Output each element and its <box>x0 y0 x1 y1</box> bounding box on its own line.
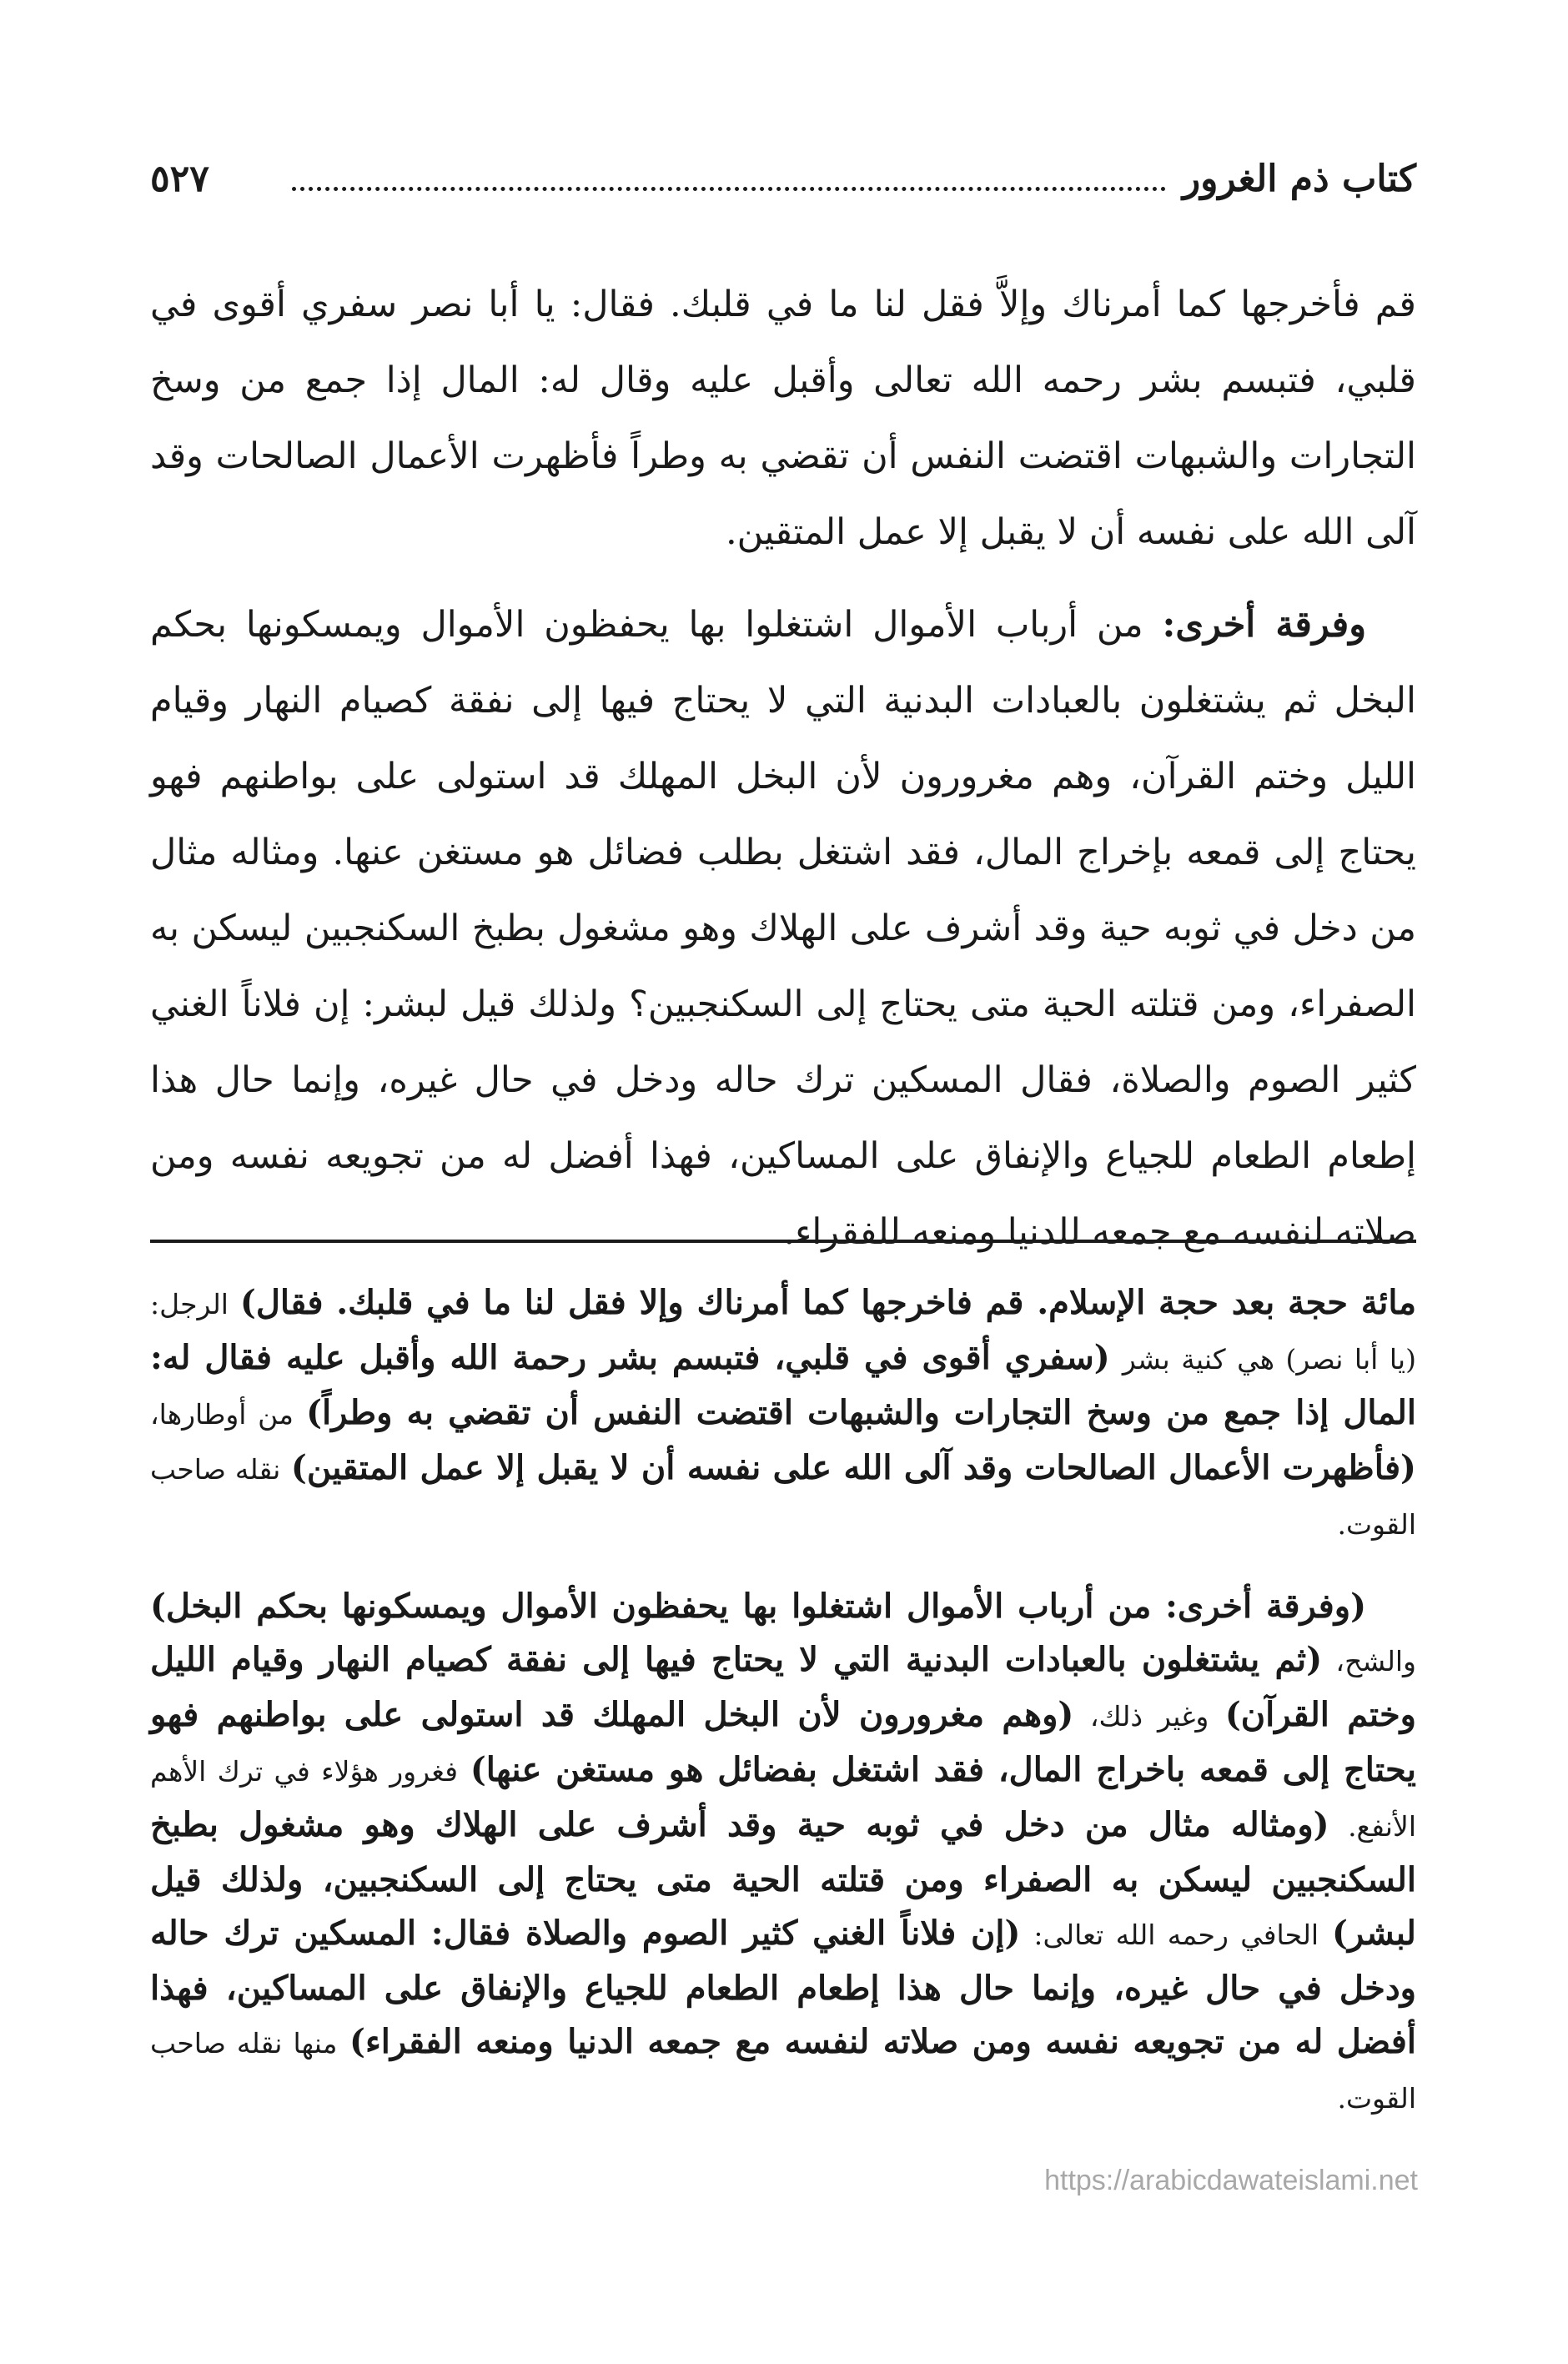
commentary-gloss: الرجل: (يا أبا نصر) هي كنية بشر <box>150 1288 1416 1376</box>
commentary-gloss: الحافي رحمه الله تعالى: <box>1033 1919 1319 1951</box>
quoted-text: (وفرقة أخرى: من أرباب الأموال اشتغلوا بها يحفظون الأموال ويمسكونها بحكم البخل) <box>150 1587 1366 1626</box>
commentary-gloss: من أوطارها، <box>150 1398 294 1431</box>
commentary-gloss: والشح، <box>1335 1645 1416 1677</box>
quoted-text: (فأظهرت الأعمال الصالحات وقد آلى الله على نفسه أن لا يقبل إلا عمل المتقين) <box>290 1448 1416 1487</box>
header-dot-leader <box>292 187 1166 191</box>
commentary-gloss: منها نقله صاحب القوت. <box>150 2027 1416 2115</box>
main-text <box>150 267 1416 1270</box>
running-header <box>150 150 1416 209</box>
quoted-text: (إن فلاناً الغني كثير الصوم والصلاة فقال: المسكين ترك حاله ودخل في حال غيره، وإنما حال هذا إطعام الطعام للجياع والإنفاق على المساكين، فهذا أفضل له من تجويعه نفسه ومن صلاته لنفسه مع جمعه الدنيا ومنعه الفقراء) <box>150 1914 1416 2061</box>
page-number: ٥٢٧ <box>150 158 209 200</box>
commentary-separator-line <box>150 1240 1416 1243</box>
quoted-text: (سفري أقوى في قلبي، فتبسم بشر رحمة الله وأقبل عليه فقال له: المال إذا جمع من وسخ التجارات والشبهات اقتضت النفس أن تقضي به وطراً) <box>150 1338 1416 1432</box>
main-paragraph-2 <box>150 587 1416 1270</box>
source-watermark: https://arabicdawateislami.net <box>1044 2165 1418 2196</box>
main-paragraph-1: قم فأخرجها كما أمرناك وإلاَّ فقل لنا ما في قلبك. فقال: يا أبا نصر سفري أقوى في قلبي، فتبسم بشر رحمه الله تعالى وأقبل عليه وقال له: المال إذا جمع من وسخ التجارات والشبهات اقتضت النفس أن تقضي به وطراً فأظهرت الأعمال الصالحات وقد آلى الله على نفسه أن لا يقبل إلا عمل المتقين. <box>150 284 1416 553</box>
book-section-title: كتاب ذم الغرور <box>1182 158 1416 200</box>
paragraph-run-in-heading: وفرقة أخرى: <box>1162 604 1366 646</box>
quoted-text: (ثم يشتغلون بالعبادات البدنية التي لا يحتاج فيها إلى نفقة كصيام النهار وقيام الليل وختم القرآن) <box>150 1640 1416 1734</box>
commentary-gloss: نقله صاحب القوت. <box>150 1453 1416 1541</box>
quoted-text: (وهم مغرورون لأن البخل المهلك قد استولى على بواطنهم فهو يحتاج إلى قمعه باخراج المال، فقد اشتغل بفضائل هو مستغن عنها) <box>150 1695 1416 1789</box>
main-paragraph-2-body: من أرباب الأموال اشتغلوا بها يحفظون الأموال ويمسكونها بحكم البخل ثم يشتغلون بالعبادات البدنية التي لا يحتاج فيها إلى نفقة كصيام النهار وقيام الليل وختم القرآن، وهم مغرورون لأن البخل المهلك قد استولى على بواطنهم فهو يحتاج إلى قمعه بإخراج المال، فقد اشتغل بطلب فضائل هو مستغن عنها. ومثاله مثال من دخل في ثوبه حية وقد أشرف على الهلاك وهو مشغول بطبخ السكنجبين ليسكن به الصفراء، ومن قتلته الحية متى يحتاج إلى السكنجبين؟ ولذلك قيل لبشر: إن فلاناً الغني كثير الصوم والصلاة، فقال المسكين ترك حاله ودخل في حال غيره، وإنما حال هذا إطعام الطعام للجياع والإنفاق على المساكين، فهذا أفضل له من تجويعه نفسه ومن صلاته لنفسه مع جمعه للدنيا ومنعه للفقراء. <box>150 604 1416 1253</box>
commentary-gloss: وغير ذلك، <box>1089 1700 1209 1733</box>
commentary-paragraph-2 <box>150 1580 1416 2125</box>
quoted-text: (ومثاله مثال من دخل في ثوبه حية وقد أشرف على الهلاك وهو مشغول بطبخ السكنجبين ليسكن به الصفراء ومن قتلته الحية متى يحتاج إلى السكنجبين، ولذلك قيل لبشر) <box>150 1805 1416 1953</box>
commentary-paragraph-1 <box>150 1276 1416 1552</box>
commentary-section <box>150 1276 1416 2125</box>
commentary-gloss: فغرور هؤلاء في ترك الأهم الأنفع. <box>150 1755 1416 1843</box>
quoted-text: مائة حجة بعد حجة الإسلام. قم فاخرجها كما أمرناك وإلا فقل لنا ما في قلبك. فقال) <box>239 1283 1416 1322</box>
